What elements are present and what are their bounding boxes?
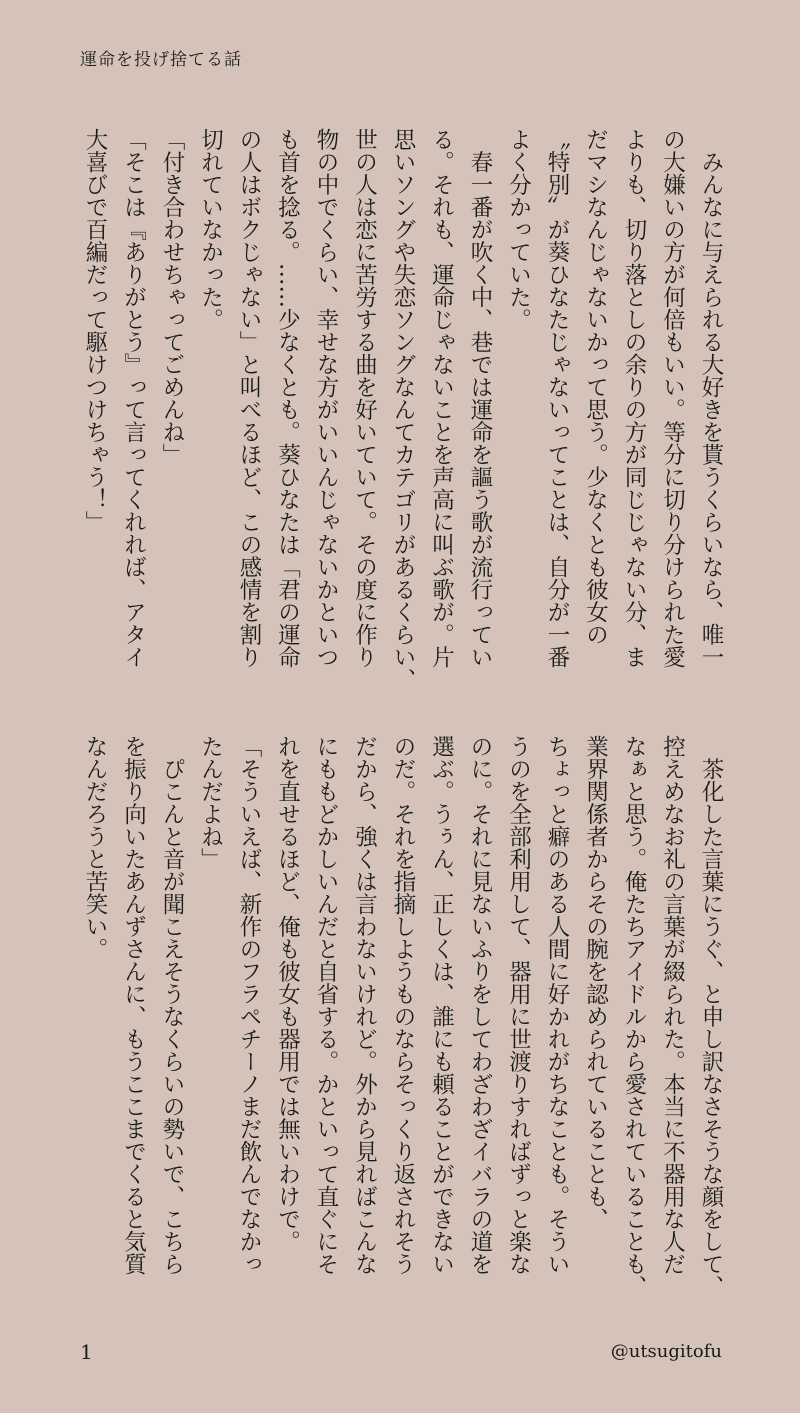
text-line: みんなに与えられる大好きを貰うくらいなら、唯一 xyxy=(698,128,724,668)
text-line: ぴこんと音が聞こえそうなくらいの勢いで、こちら xyxy=(159,735,185,1275)
text-line: れを直せるほど、俺も彼女も器用では無いわけで。 xyxy=(274,735,301,1253)
text-line: よりも、切り落としの余りの方が同じじゃない分、ま xyxy=(621,128,647,668)
text-line: 控えめなお礼の言葉が綴られた。本当に不器用な人だ xyxy=(659,735,686,1275)
author-handle: @utsugitofu xyxy=(610,1341,722,1362)
text-block-upper xyxy=(76,128,731,691)
text-line: なんだろうと苦笑い。 xyxy=(82,735,108,960)
text-line: 春一番が吹く中、巷では運命を謳う歌が流行ってい xyxy=(467,128,493,668)
text-line: 「そこは『ありがとう』って言ってくれれば、アタイ xyxy=(120,128,147,668)
text-line: 業界関係者からその腕を認められていることも、 xyxy=(582,735,609,1230)
page-number: 1 xyxy=(80,1340,93,1364)
text-line: うのを全部利用して、器用に世渡りすればずっと楽な xyxy=(505,735,532,1275)
text-line: ちょっと癖のある人間に好かれがちなことも。そうい xyxy=(544,735,570,1275)
text-line: 茶化した言葉にうぐ、と申し訳なさそうな顔をして、 xyxy=(698,735,724,1298)
page-title: 運命を投げ捨てる話 xyxy=(80,50,242,70)
text-line: る。それも、運命じゃないことを声高に叫ぶ歌が。片 xyxy=(428,128,455,668)
text-line: なぁと思う。俺たちアイドルから愛されていることも、 xyxy=(621,735,647,1298)
text-line: 思いソングや失恋ソングなんてカテゴリがあるくらい、 xyxy=(390,128,416,691)
text-line: 大喜びで百編だって駆けつけちゃう！」 xyxy=(82,128,108,533)
text-block-lower xyxy=(76,735,731,1315)
text-line: の大嫌いの方が何倍もいい。等分に切り分けられた愛 xyxy=(659,128,686,668)
text-line: 「そういえば、新作のフラペチーノまだ飲んでなかっ xyxy=(236,735,262,1275)
text-line: 〝特別〟が葵ひなたじゃないってことは、自分が一番 xyxy=(544,128,570,668)
text-line: だから、強くは言わないけれど。外から見ればこんな xyxy=(351,735,378,1275)
text-line: のに。それに見ないふりをしてわざわざイバラの道を xyxy=(467,735,493,1275)
text-line: の人はボクじゃない」と叫べるほど、この感情を割り xyxy=(236,128,262,668)
text-line: も首を捻る。……少なくとも。葵ひなたは「君の運命 xyxy=(274,128,301,668)
text-line: だマシなんじゃないかって思う。少なくとも彼女の xyxy=(582,128,609,646)
text-line: 切れていなかった。 xyxy=(197,128,224,331)
text-line: を振り向いたあんずさんに、もうここまでくると気質 xyxy=(120,735,147,1275)
text-line: よく分かっていた。 xyxy=(505,128,532,331)
text-line: 世の人は恋に苦労する曲を好いていて。その度に作り xyxy=(351,128,378,668)
text-line: のだ。それを指摘しようものならそっくり返されそう xyxy=(390,735,416,1275)
text-line: 選ぶ。うぅん、正しくは、誰にも頼ることができない xyxy=(428,735,455,1275)
text-line: たんだよね」 xyxy=(197,735,224,870)
text-line: にももどかしいんだと自省する。かといって直ぐにそ xyxy=(313,735,339,1275)
text-line: 「付き合わせちゃってごめんね」 xyxy=(159,128,185,466)
text-line: 物の中でくらい、幸せな方がいいんじゃないかといつ xyxy=(313,128,339,668)
